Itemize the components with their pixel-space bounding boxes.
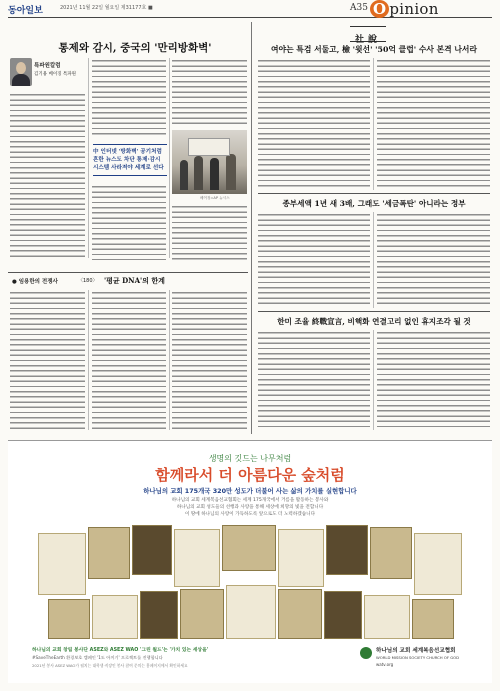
masthead — [8, 0, 492, 18]
ad-body-line: 이 땅에 하나님의 사랑이 가득하도록 앞으로도 더 노력하겠습니다 — [184, 512, 316, 517]
author-name: 김기용 베이징 특파원 — [34, 72, 76, 77]
advertisement — [8, 440, 492, 683]
news-photo — [172, 130, 247, 194]
column-body-text — [92, 184, 166, 260]
ad-headline: 함께라서 더 아름다운 숲처럼 — [155, 466, 345, 484]
column-headline: '평균 DNA'의 한계 — [104, 276, 165, 285]
column-number: 〈180〉 — [78, 278, 98, 284]
ad-subheadline: 하나님의 교회 175개국 320만 성도가 더불어 사는 삶의 가치를 실현합니다 — [143, 487, 357, 495]
editorial-1-headline: 여야는 특검 서둘고, 檢 '윗선' '50억 클럽' 수사 본격 나서라 — [271, 45, 477, 54]
column-body-text — [10, 290, 85, 430]
award-gallery — [38, 525, 462, 641]
editorial-1-body — [377, 58, 490, 190]
brand-logo-icon — [360, 647, 372, 659]
ad-body-line: 하나님의 교회 세계복음선교협회는 세계 175개국에서 거름을 활동하는 봉사와 — [171, 498, 329, 503]
ad-footer-line: 2021년 봉사 ASEZ WAO가 펼치는 대학생·직장인 봉사 참여 문의는 홈페이지에서 확인하세요 — [32, 663, 188, 668]
column-body-text — [92, 58, 166, 138]
ad-footer-line: 하나님의 교회 창립 봉사단 ASEZ와 ASEZ WAO '그린 월드'는 '가치 있는 세상을' — [32, 648, 209, 653]
editorial-tag — [350, 26, 386, 45]
ad-body-line: 하나님의 교회 성도들의 선행과 사랑을 통해 세상에 희망의 빛을 전합니다 — [176, 505, 324, 510]
column-tag: ● 임용한의 전쟁사 — [12, 279, 58, 285]
editorial-3-body — [377, 330, 490, 430]
column-body-text — [10, 92, 85, 260]
editorial-1-body — [258, 58, 370, 190]
pull-quote: 中 인터넷 '방화벽' 공기처럼 흔한 뉴스도 차단 통제·감시 시스템 사라져야 세계로 선다 — [93, 144, 167, 176]
brand-url: watv.org — [376, 662, 394, 667]
editorial-2-headline: 종부세액 1년 새 3배, 그래도 '세금폭탄' 아니라는 정부 — [282, 199, 466, 208]
issue-date: 2021년 11월 22일 월요일 제31177호 ■ — [60, 5, 153, 11]
opinion-badge-icon: O — [370, 0, 389, 18]
column-body-text — [172, 290, 247, 430]
editorial-2-body — [258, 212, 370, 308]
editorial-3-body — [258, 330, 370, 430]
column-body-text — [172, 204, 247, 260]
section-title — [370, 0, 439, 18]
editorial-tag-label: 社說 — [354, 35, 381, 45]
brand-name: 하나님의 교회 세계복음선교협회 — [376, 648, 456, 654]
brand-name-english: WORLD MISSION SOCIETY CHURCH OF GOD — [376, 655, 460, 660]
column-tag: 특파원칼럼 — [34, 63, 61, 69]
editorial-3-headline: 한미 조율 終戰宣言, 비핵화 연결고리 없인 휴지조각 될 것 — [277, 317, 471, 326]
ad-footer-line: #SaveTheEarth 환경보호 캠페인 '1도 아끼기' 프로젝트를 진행합니다 — [32, 655, 163, 660]
column-body-text — [92, 290, 166, 430]
author-photo — [10, 58, 32, 86]
photo-caption: 베이징=AP 뉴시스 — [200, 196, 230, 200]
column-headline: 통제와 감시, 중국의 '만리방화벽' — [58, 42, 212, 54]
ad-top-line: 생명의 깃드는 나무처럼 — [208, 454, 292, 463]
editorial-2-body — [377, 212, 490, 308]
page-number: A35 — [350, 3, 368, 13]
column-body-text — [172, 58, 247, 126]
newspaper-logo: 동아일보 — [8, 6, 43, 16]
section-label: pinion — [389, 0, 439, 18]
